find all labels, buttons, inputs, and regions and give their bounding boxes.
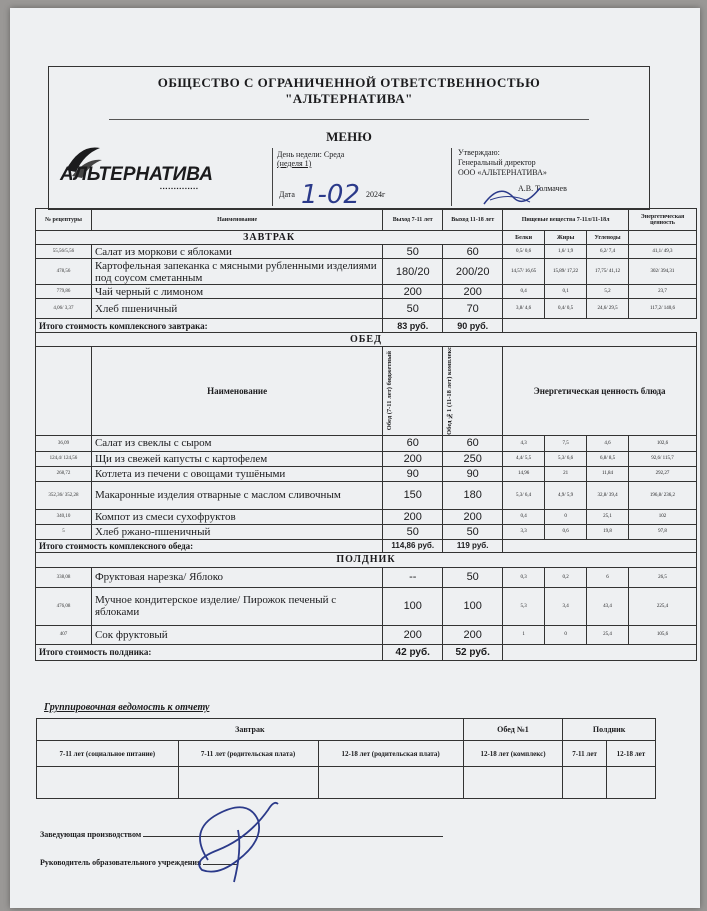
output-a: 200 (383, 509, 443, 524)
protein: 4,3 (503, 435, 545, 451)
lunch-total-b: 119 руб. (443, 539, 503, 552)
energy: 26,5 (629, 567, 697, 587)
protein: 1 (503, 625, 545, 644)
group-col-2: 7-11 лет (родительская плата) (178, 741, 318, 767)
fat: 0 (545, 625, 587, 644)
output-b: 180 (443, 481, 503, 509)
org-line-1: ОБЩЕСТВО С ОГРАНИЧЕННОЙ ОТВЕТСТВЕННОСТЬЮ (157, 75, 541, 90)
snack-total-b: 52 руб. (443, 644, 503, 660)
protein: 14,96 (503, 466, 545, 481)
fat: 0 (545, 509, 587, 524)
breakfast-rows (36, 245, 697, 319)
recipe-number: 340,10 (36, 509, 92, 524)
dish-name: Хлеб ржано-пшеничный (91, 524, 382, 539)
lunch-col-b: Обед №1 (11-18 лет) комплекс (446, 347, 454, 435)
week-number: (неделя 1) (277, 159, 312, 168)
dish-name: Котлета из печени с овощами тушёными (91, 466, 382, 481)
fat: 0,2 (545, 567, 587, 587)
protein: 5,3 (503, 587, 545, 625)
menu-table (35, 208, 697, 661)
fat: 7,5 (545, 435, 587, 451)
recipe-number: 36,09 (36, 435, 92, 451)
lunch-col-a: Обед (7-11 лет) бюджетный (386, 351, 394, 431)
output-b: 200/20 (443, 259, 503, 285)
carbs: 19,8 (587, 524, 629, 539)
group-col-6: 12-18 лет (606, 741, 655, 767)
lunch-row (36, 435, 697, 451)
fat: 0,1 (545, 285, 587, 299)
carbs: 6 (587, 567, 629, 587)
group-col-3: 12-18 лет (родительская плата) (318, 741, 463, 767)
day-of-week: День недели: Среда (277, 150, 345, 159)
carbs: 4,6 (587, 435, 629, 451)
fat: 15,89/ 17,22 (545, 259, 587, 285)
protein: 0,3 (503, 567, 545, 587)
recipe-number: 478,56 (36, 259, 92, 285)
output-b: 100 (443, 587, 503, 625)
director-signature (480, 180, 550, 210)
lunch-section-row (36, 333, 697, 347)
group-lunch: Обед №1 (463, 719, 562, 741)
output-a: 180/20 (383, 259, 443, 285)
output-a: 100 (383, 587, 443, 625)
menu-title: МЕНЮ (326, 129, 372, 144)
protein: 0,5/ 0,6 (503, 245, 545, 259)
output-a: 50 (383, 524, 443, 539)
carbs: 43,4 (587, 587, 629, 625)
lunch-header-row (36, 347, 697, 436)
output-a: 50 (383, 299, 443, 319)
carbs: 32,8/ 39,4 (587, 481, 629, 509)
fat: 0,6 (545, 524, 587, 539)
output-b: 200 (443, 285, 503, 299)
menu-sheet (10, 8, 700, 908)
snack-row (36, 625, 697, 644)
lunch-row (36, 481, 697, 509)
energy: 196,8/ 236,2 (629, 481, 697, 509)
output-b: 200 (443, 509, 503, 524)
date-label: Дата (279, 189, 295, 199)
fat: 21 (545, 466, 587, 481)
col-fat: Жиры (545, 231, 587, 245)
snack-title: ПОЛДНИК (36, 552, 697, 567)
head-production-label: Заведующая производством (40, 830, 142, 839)
breakfast-row (36, 245, 697, 259)
breakfast-total-row (36, 319, 697, 333)
energy: 105,6 (629, 625, 697, 644)
lunch-title: ОБЕД (36, 333, 697, 347)
carbs: 6,8/ 8,5 (587, 451, 629, 466)
carbs: 24,6/ 29,5 (587, 299, 629, 319)
carbs: 17,75/ 41,12 (587, 259, 629, 285)
protein: 0,4 (503, 509, 545, 524)
recipe-number: 5 (36, 524, 92, 539)
dish-name: Хлеб пшеничный (91, 299, 382, 319)
logo-subtitle: ▪▪▪▪▪▪▪▪▪▪▪▪▪▪ (160, 186, 199, 192)
dish-name: Салат из свеклы с сыром (91, 435, 382, 451)
dish-name: Компот из смеси сухофруктов (91, 509, 382, 524)
dish-name: Щи из свежей капусты с картофелем (91, 451, 382, 466)
energy: 302/ 394,31 (629, 259, 697, 285)
carbs: 25,4 (587, 625, 629, 644)
breakfast-row (36, 299, 697, 319)
energy: 117,2/ 140,6 (629, 299, 697, 319)
output-b: 60 (443, 435, 503, 451)
lunch-col-energy: Энергетическая ценность блюда (503, 347, 697, 436)
col-protein: Белки (503, 231, 545, 245)
breakfast-row (36, 285, 697, 299)
carbs: 6,2/ 7,4 (587, 245, 629, 259)
approve-name: А.В. Толмачев (518, 184, 567, 193)
group-report-title: Группировочная ведомость к отчету (44, 702, 210, 713)
group-breakfast: Завтрак (37, 719, 464, 741)
lunch-rows (36, 435, 697, 539)
organization-name (49, 75, 649, 107)
lunch-total-row (36, 539, 697, 552)
approve-company: ООО «АЛЬТЕРНАТИВА» (458, 168, 547, 177)
fat: 1,6/ 1,9 (545, 245, 587, 259)
dish-name: Мучное кондитерское изделие/ Пирожок печеный с яблоками (91, 587, 382, 625)
output-a: 200 (383, 625, 443, 644)
col-output-1: Выход 7-11 лет (383, 209, 443, 231)
group-col-5: 7-11 лет (563, 741, 607, 767)
breakfast-title: ЗАВТРАК (36, 231, 503, 245)
snack-rows (36, 567, 697, 644)
protein: 3,3 (503, 524, 545, 539)
output-b: 70 (443, 299, 503, 319)
snack-section-row (36, 552, 697, 567)
lunch-col-name: Наименование (91, 347, 382, 436)
dish-name: Чай черный с лимоном (91, 285, 382, 299)
date-info-box (272, 148, 452, 210)
recipe-number: 352,36/ 352,28 (36, 481, 92, 509)
recipe-number: 268,72 (36, 466, 92, 481)
protein: 0,4 (503, 285, 545, 299)
carbs: 11,84 (587, 466, 629, 481)
energy: 97,8 (629, 524, 697, 539)
lunch-total-label: Итого стоимость комплексного обеда: (36, 539, 383, 552)
lunch-total-a: 114,86 руб. (383, 539, 443, 552)
col-carbs: Углеводы (587, 231, 629, 245)
protein: 4,4/ 5,5 (503, 451, 545, 466)
group-report-table (36, 718, 656, 799)
head-school-label: Руководитель образовательного учреждения (40, 858, 202, 867)
dish-name: Макаронные изделия отварные с маслом сливочным (91, 481, 382, 509)
breakfast-total-label: Итого стоимость комплексного завтрака: (36, 319, 383, 333)
carbs: 5,2 (587, 285, 629, 299)
energy: 92,6/ 115,7 (629, 451, 697, 466)
recipe-number: 338,08 (36, 567, 92, 587)
output-a: -- (383, 567, 443, 587)
col-name: Наименование (91, 209, 382, 231)
col-output-2: Выход 11-18 лет (443, 209, 503, 231)
dish-name: Фруктовая нарезка/ Яблоко (91, 567, 382, 587)
output-b: 60 (443, 245, 503, 259)
snack-total-row (36, 644, 697, 660)
approve-caption: Утверждаю: (458, 148, 500, 157)
lunch-row (36, 451, 697, 466)
output-a: 60 (383, 435, 443, 451)
dish-name: Картофельная запеканка с мясными рубленными изделиями под соусом сметанным (91, 259, 382, 285)
org-line-2: "АЛЬТЕРНАТИВА" (285, 91, 413, 106)
output-a: 200 (383, 285, 443, 299)
recipe-number: 124,4/ 124,56 (36, 451, 92, 466)
recipe-number: 779,86 (36, 285, 92, 299)
breakfast-total-a: 83 руб. (383, 319, 443, 333)
lunch-row (36, 509, 697, 524)
output-a: 200 (383, 451, 443, 466)
dish-name: Сок фруктовый (91, 625, 382, 644)
lunch-row (36, 466, 697, 481)
approve-position: Генеральный директор (458, 158, 536, 167)
snack-total-label: Итого стоимость полдника: (36, 644, 383, 660)
dish-name: Салат из моркови с яблоками (91, 245, 382, 259)
energy: 102 (629, 509, 697, 524)
recipe-number: 4,06/ 3,37 (36, 299, 92, 319)
energy: 23,7 (629, 285, 697, 299)
fat: 5,3/ 6,6 (545, 451, 587, 466)
output-b: 50 (443, 524, 503, 539)
breakfast-total-b: 90 руб. (443, 319, 503, 333)
handwritten-signature (178, 790, 298, 890)
output-a: 150 (383, 481, 443, 509)
snack-row (36, 587, 697, 625)
energy: 292,27 (629, 466, 697, 481)
group-values-row (37, 767, 656, 799)
table-header-row (36, 209, 697, 231)
fat: 3,4 (545, 587, 587, 625)
divider (109, 119, 589, 120)
output-b: 50 (443, 567, 503, 587)
snack-row (36, 567, 697, 587)
company-logo (60, 140, 270, 196)
carbs: 25,1 (587, 509, 629, 524)
col-nutrients: Пищевые вещества 7-11л/11-18л (503, 209, 629, 231)
year: 2024г (365, 189, 386, 199)
energy: 102,6 (629, 435, 697, 451)
group-col-1: 7-11 лет (социальное питание) (37, 741, 179, 767)
breakfast-row (36, 259, 697, 285)
lunch-row (36, 524, 697, 539)
output-a: 90 (383, 466, 443, 481)
output-a: 50 (383, 245, 443, 259)
col-recipe-no: № рецептуры (36, 209, 92, 231)
snack-total-a: 42 руб. (383, 644, 443, 660)
fat: 0,4/ 0,5 (545, 299, 587, 319)
output-b: 200 (443, 625, 503, 644)
logo-text: АЛЬТЕРНАТИВА (60, 164, 214, 185)
breakfast-section-row (36, 231, 697, 245)
date-row (279, 180, 385, 210)
output-b: 250 (443, 451, 503, 466)
protein: 3,8/ 4,6 (503, 299, 545, 319)
energy: 41,1/ 49,3 (629, 245, 697, 259)
handwritten-date: 1-02 (300, 180, 360, 210)
protein: 5,3/ 6,4 (503, 481, 545, 509)
group-snack: Полдник (563, 719, 656, 741)
recipe-number: 407 (36, 625, 92, 644)
group-col-4: 12-18 лет (комплекс) (463, 741, 562, 767)
protein: 14,57/ 16,65 (503, 259, 545, 285)
col-energy: Энергетическая ценность (629, 209, 697, 231)
fat: 4,9/ 5,9 (545, 481, 587, 509)
output-b: 90 (443, 466, 503, 481)
recipe-number: 476,08 (36, 587, 92, 625)
recipe-number: 55,56/5,56 (36, 245, 92, 259)
energy: 225,4 (629, 587, 697, 625)
